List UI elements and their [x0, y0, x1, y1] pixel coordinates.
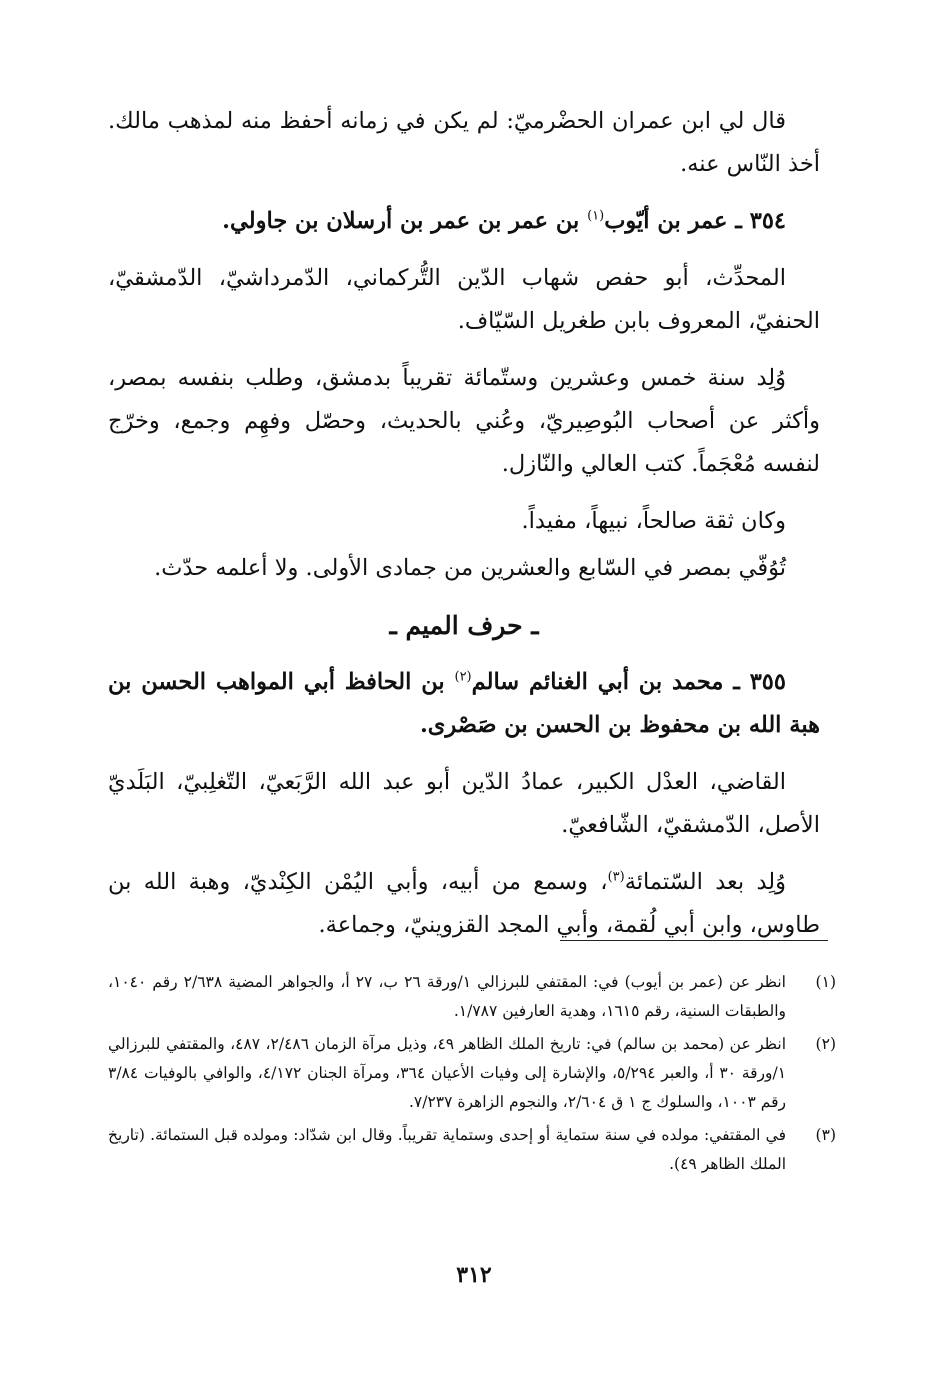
entry-355-name-rest: بن الحافظ أبي المواهب الحسن بن هبة الله بن محفوظ بن الحسن بن صَصْرى.: [108, 669, 820, 738]
footnote-number: (١): [815, 973, 836, 991]
footnote-3: [108, 1121, 836, 1179]
entry-355-heading: [108, 661, 820, 747]
entry-354-birth: وُلِد سنة خمس وعشرين وستّمائة تقريباً بدمشق، وطلب بنفسه بمصر، وأكثر عن أصحاب البُوصِيريّ، وعُني بالحديث، وحصّل وفهِم وجمع، وخرّج لنفسه مُعْجَماً. كتب العالي والنّازل.: [108, 365, 820, 477]
entry-354-name-rest: بن عمر بن عمر بن أرسلان بن جاولي.: [222, 208, 580, 234]
footnote-number: (٣): [815, 1126, 836, 1144]
entry-354-bio: المحدِّث، أبو حفص شهاب الدّين التُّركماني، الدّمرداشيّ، الدّمشقيّ، الحنفيّ، المعروف بابن طغريل السّيّاف.: [108, 265, 820, 334]
footnote-number: (٢): [815, 1035, 836, 1053]
entry-354-death: تُوُفّي بمصر في السّابع والعشرين من جمادى الأولى. ولا أعلمه حدّث.: [154, 555, 786, 581]
footnote-separator: [560, 940, 828, 941]
main-text: [108, 100, 820, 961]
entry-354-character: وكان ثقة صالحاً، نبيهاً، مفيداً.: [521, 508, 786, 534]
footnote-ref-2: (٢): [454, 669, 472, 685]
entry-354-name: عمر بن أيّوب: [604, 208, 728, 234]
footnote-text: انظر عن (محمد بن سالم) في: تاريخ الملك الظاهر ٤٩، وذيل مرآة الزمان ٢/٤٨٦، ٤٨٧، والمقتفي للبرزالي ١/ورقة ٣٠ أ، والعبر ٥/٢٩٤، والإشارة إلى وفيات الأعيان ٣٦٤، ومرآة الجنان ٤/١٧٢، والوافي بالوفيات ٣/٨٤ رقم ١٠٠٣، والسلوك ج ١ ق ٢/٦٠٤، والنجوم الزاهرة ٧/٢٣٧.: [108, 1035, 787, 1111]
section-heading-mim: ـ حرف الميم ـ: [389, 611, 539, 640]
entry-355-bio: القاضي، العدْل الكبير، عمادُ الدّين أبو عبد الله الرَّبَعيّ، التّغلِبيّ، البَلَديّ الأصل، الدّمشقيّ، الشّافعيّ.: [108, 769, 820, 838]
entry-354-number: ٣٥٤ ـ: [735, 208, 786, 234]
footnotes: [108, 968, 836, 1183]
page-number: ٣١٢: [456, 1262, 492, 1288]
footnote-1: [108, 968, 836, 1026]
entry-355-number: ٣٥٥ ـ: [733, 669, 786, 695]
entry-355-name: محمد بن أبي الغنائم سالم: [471, 669, 724, 695]
paragraph-intro: قال لي ابن عمران الحضْرميّ: لم يكن في زمانه أحفظ منه لمذهب مالك. أخذ النّاس عنه.: [108, 108, 820, 177]
entry-355-birth-b: ، وسمع من أبيه، وأبي اليُمْن الكِنْديّ، وهبة الله بن طاوس، وابن أبي لُقمة، وأبي المجد القزوينيّ، وجماعة.: [108, 869, 820, 938]
footnote-text: في المقتفي: مولده في سنة ستماية أو إحدى وستماية تقريباً. وقال ابن شدّاد: ومولده قبل الستمائة. (تاريخ الملك الظاهر ٤٩).: [108, 1126, 786, 1173]
entry-355-birth-a: وُلِد بعد السّتمائة: [624, 869, 786, 895]
footnote-2: [108, 1030, 836, 1117]
footnote-ref-3: (٣): [607, 869, 625, 885]
footnote-text: انظر عن (عمر بن أيوب) في: المقتفي للبرزالي ١/ورقة ٢٦ ب، ٢٧ أ، والجواهر المضية ٢/٦٣٨ رقم ١٠٤٠، والطبقات السنية، رقم ١٦١٥، وهدية العارفين ١/٧٨٧.: [108, 973, 786, 1020]
entry-355-birth: [108, 861, 820, 947]
footnote-ref-1: (١): [587, 208, 605, 224]
entry-354-heading: [108, 200, 820, 243]
